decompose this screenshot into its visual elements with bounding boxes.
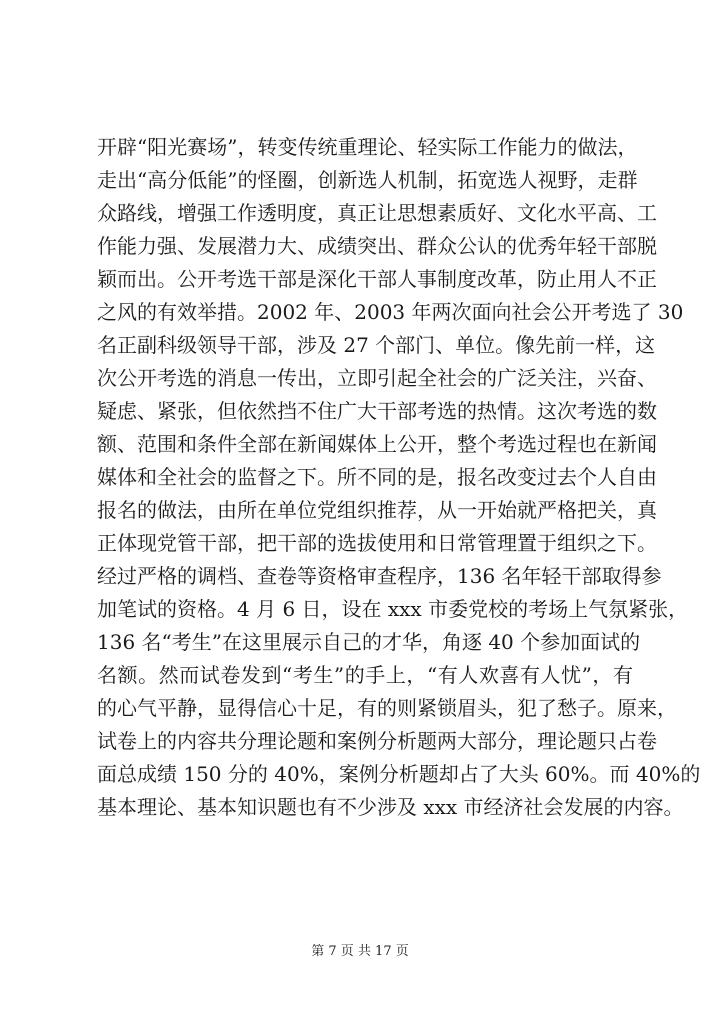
text-line: 经过严格的调档、查卷等资格审查程序，136 名年轻干部取得参: [97, 564, 662, 588]
text-line: 报名的做法，由所在单位党组织推荐，从一开始就严格把关，真: [97, 498, 657, 522]
page-number-footer: 第 7 页 共 17 页: [311, 944, 409, 959]
document-body: [97, 131, 701, 824]
text-line: 加笔试的资格。4 月 6 日，设在 xxx 市委党校的考场上气氛紧张，: [97, 597, 689, 621]
text-line: 众路线，增强工作透明度，真正让思想素质好、文化水平高、工: [97, 201, 657, 225]
text-line: 额、范围和条件全部在新闻媒体上公开，整个考选过程也在新闻: [97, 432, 657, 456]
text-line: 疑虑、紧张，但依然挡不住广大干部考选的热情。这次考选的数: [97, 399, 657, 423]
text-line: 试卷上的内容共分理论题和案例分析题两大部分，理论题只占卷: [97, 729, 657, 753]
text-line: 名额。然而试卷发到“考生”的手上，“有人欢喜有人忧”，有: [97, 663, 633, 687]
text-line: 基本理论、基本知识题也有不少涉及 xxx 市经济社会发展的内容。: [97, 795, 684, 819]
text-line: 之风的有效举措。2002 年、2003 年两次面向社会公开考选了 30: [97, 300, 684, 324]
text-line: 作能力强、发展潜力大、成绩突出、群众公认的优秀年轻干部脱: [97, 234, 657, 258]
text-line: 走出“高分低能”的怪圈，创新选人机制，拓宽选人视野，走群: [97, 168, 638, 192]
text-line: 媒体和全社会的监督之下。所不同的是，报名改变过去个人自由: [97, 465, 657, 489]
text-line: 名正副科级领导干部，涉及 27 个部门、单位。像先前一样，这: [97, 333, 656, 357]
text-line: 面总成绩 150 分的 40%，案例分析题却占了大头 60%。而 40%的: [97, 762, 701, 786]
text-line: 的心气平静，显得信心十足，有的则紧锁眉头，犯了愁子。原来，: [97, 696, 677, 720]
text-line: 开辟“阳光赛场”，转变传统重理论、轻实际工作能力的做法，: [97, 135, 638, 159]
text-line: 次公开考选的消息一传出，立即引起全社会的广泛关注，兴奋、: [97, 366, 657, 390]
text-line: 颖而出。公开考选干部是深化干部人事制度改革，防止用人不正: [97, 267, 657, 291]
text-line: 正体现党管干部，把干部的选拔使用和日常管理置于组织之下。: [97, 531, 657, 555]
text-line: 136 名“考生”在这里展示自己的才华，角逐 40 个参加面试的: [97, 630, 641, 654]
